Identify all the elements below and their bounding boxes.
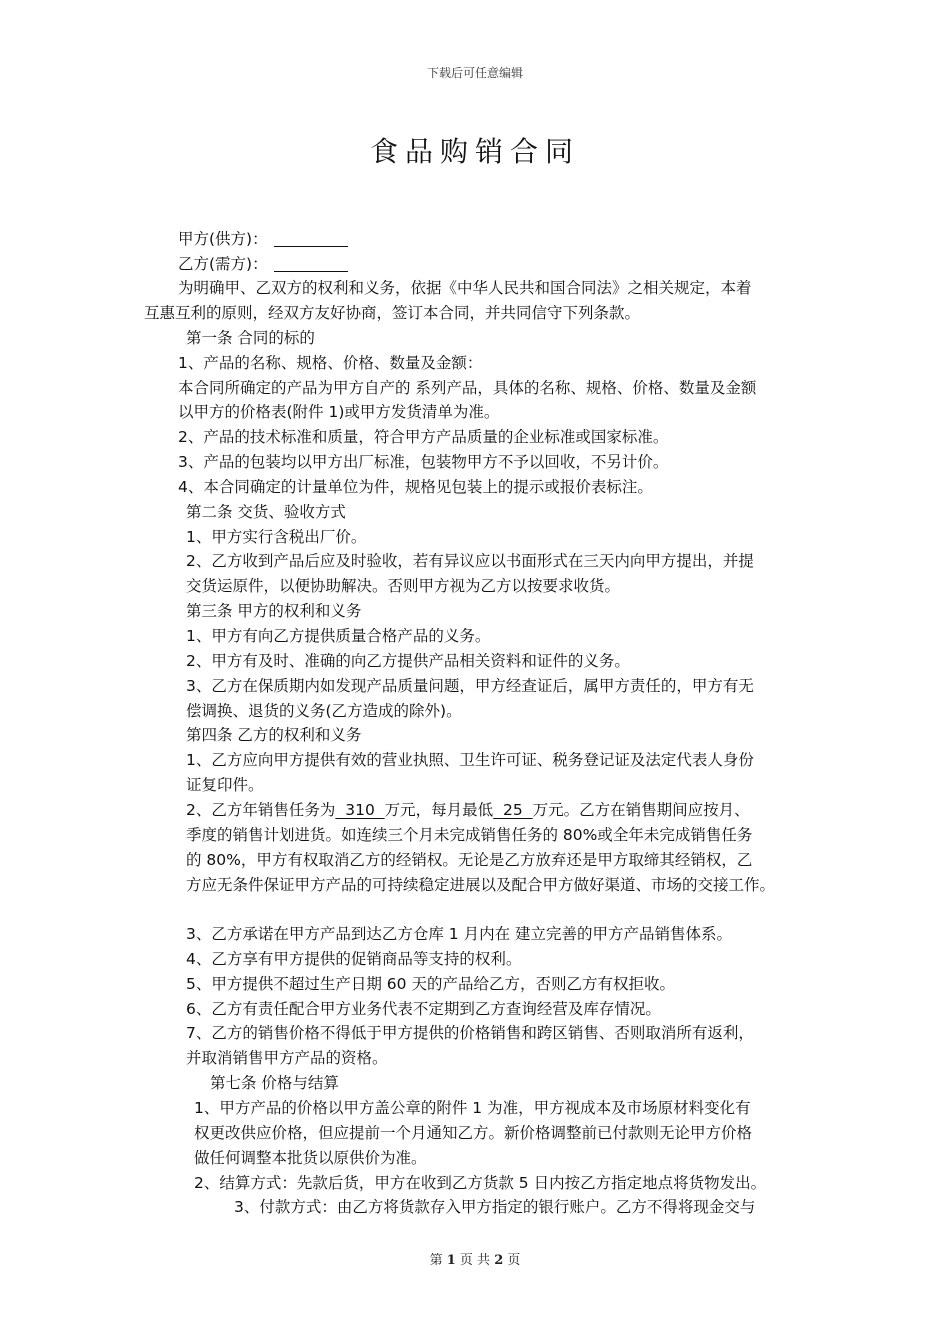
annual-target-value: 310 [335,801,385,819]
sales-target-text-a: 2、乙方年销售任务为 [186,801,336,819]
paragraph-line: 的 80%，甲方有权取消乙方的经销权。无论是乙方放弃还是甲方取缔其经销权，乙 [186,851,753,869]
document-title: 食品购销合同 [369,135,580,168]
paragraph-line: 3、乙方承诺在甲方产品到达乙方仓库 1 月内在 建立完善的甲方产品销售体系。 [186,925,733,943]
paragraph-line: 2、结算方式：先款后货，甲方在收到乙方货款 5 日内按乙方指定地点将货物发出。 [194,1174,767,1192]
paragraph-line: 以甲方的价格表(附件 1)或甲方发货清单为准。 [178,403,500,421]
section-heading: 第二条 交货、验收方式 [186,503,346,521]
page-header: 下载后可任意编辑 [426,66,523,80]
party-a-label: 甲方(供方)： [178,230,268,248]
paragraph-line: 1、乙方应向甲方提供有效的营业执照、卫生许可证、税务登记证及法定代表人身份 [186,751,754,769]
page-footer [0,1249,950,1268]
paragraph-line: 3、付款方式：由乙方将货款存入甲方指定的银行账户。乙方不得将现金交与 [234,1198,756,1216]
section-heading: 第四条 乙方的权利和义务 [186,726,362,744]
paragraph-line: 本合同所确定的产品为甲方自产的 系列产品，具体的名称、规格、价格、数量及金额 [178,379,757,397]
total-page-count: 2 [494,1253,504,1268]
paragraph-line: 2、产品的技术标准和质量，符合甲方产品质量的企业标准或国家标准。 [178,428,669,446]
paragraph-line: 6、乙方有责任配合甲方业务代表不定期到乙方查询经营及库存情况。 [186,1000,661,1018]
party-b-label: 乙方(需方)： [178,255,268,273]
paragraph-line: 4、本合同确定的计量单位为件，规格见包装上的提示或报价表标注。 [178,478,653,496]
party-a-blank [274,228,348,247]
paragraph-line: 3、产品的包装均以甲方出厂标准，包装物甲方不予以回收，不另计价。 [178,453,669,471]
party-a-line [178,227,348,251]
paragraph-line: 1、产品的名称、规格、价格、数量及金额： [178,354,483,372]
paragraph-line: 交货运原件，以便协助解决。否则甲方视为乙方以按要求收货。 [186,577,621,595]
paragraph-line: 证复印件。 [186,776,264,794]
paragraph-line: 做任何调整本批货以原供价为准。 [194,1149,427,1167]
footer-text-a: 第 [429,1253,447,1268]
paragraph-line: 季度的销售计划进货。如连续三个月未完成销售任务的 80%或全年未完成销售任务 [186,826,753,844]
paragraph-line: 方应无条件保证甲方产品的可持续稳定进展以及配合甲方做好渠道、市场的交接工作。 [186,876,776,894]
paragraph-line: 4、乙方享有甲方提供的促销商品等支持的权利。 [186,950,522,968]
paragraph-line: 偿调换、退货的义务(乙方造成的除外)。 [186,702,462,720]
sales-target-text-c: 万元。乙方在销售期间应按月、 [532,801,750,819]
party-b-blank [274,253,348,272]
paragraph-line: 权更改供应价格，但应提前一个月通知乙方。新价格调整前已付款则无论甲方价格 [194,1124,753,1142]
footer-text-b: 页 共 [455,1253,495,1268]
sales-target-line [186,798,750,822]
party-b-line [178,252,348,276]
section-heading: 第三条 甲方的权利和义务 [186,602,362,620]
paragraph-line: 1、甲方有向乙方提供质量合格产品的义务。 [186,627,491,645]
sales-target-text-b: 万元，每月最低 [384,801,494,819]
paragraph-line: 1、甲方产品的价格以甲方盖公章的附件 1 为准，甲方视成本及市场原材料变化有 [194,1099,751,1117]
paragraph-line: 7、乙方的销售价格不得低于甲方提供的价格销售和跨区销售、否则取消所有返利， [186,1024,754,1042]
paragraph-line: 1、甲方实行含税出厂价。 [186,528,367,546]
paragraph-line: 互惠互利的原则，经双方友好协商，签订本合同，并共同信守下列条款。 [144,304,641,322]
section-heading: 第一条 合同的标的 [186,329,315,347]
paragraph-line: 3、乙方在保质期内如发现产品质量问题，甲方经查证后，属甲方责任的，甲方有无 [186,677,754,695]
section-heading: 第七条 价格与结算 [210,1074,339,1092]
paragraph-line: 为明确甲、乙双方的权利和义务，依据《中华人民共和国合同法》之相关规定，本着 [178,279,752,297]
paragraph-line: 2、甲方有及时、准确的向乙方提供产品相关资料和证件的义务。 [186,652,630,670]
paragraph-line: 并取消销售甲方产品的资格。 [186,1049,388,1067]
current-page-number: 1 [446,1253,456,1268]
footer-text-c: 页 [503,1253,521,1268]
monthly-minimum-value: 25 [493,801,533,819]
paragraph-line: 2、乙方收到产品后应及时验收，若有异议应以书面形式在三天内向甲方提出，并提 [186,552,754,570]
paragraph-line: 5、甲方提供不超过生产日期 60 天的产品给乙方，否则乙方有权拒收。 [186,975,675,993]
